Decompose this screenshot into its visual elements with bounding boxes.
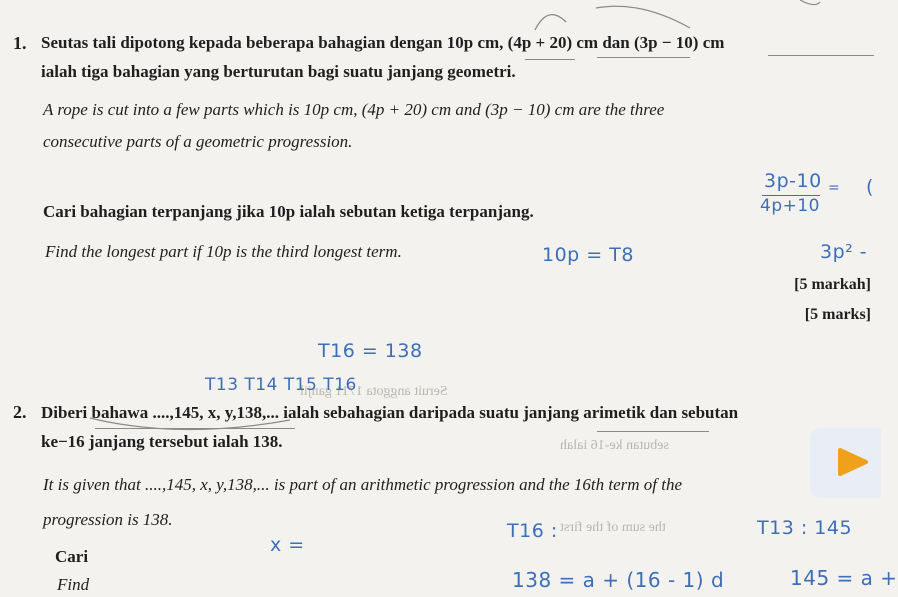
hand-term-seq: T13 T14 T15 T16 — [205, 375, 357, 395]
question-2-number: 2. — [13, 402, 27, 422]
q2-english-line-2: progression is 138. — [43, 510, 173, 529]
q1-malay-task: Cari bahagian terpanjang jika 10p ialah sebutan ketiga terpanjang. — [43, 202, 534, 221]
q1-malay-line-2: ialah tiga bahagian yang berturutan bagi suatu janjang geometri. — [41, 62, 516, 81]
hand-t13-eq: T13 : 145 — [757, 517, 853, 539]
play-button[interactable] — [810, 428, 881, 498]
hand-eq-145: 145 = a + — [790, 566, 898, 590]
play-icon — [810, 428, 881, 498]
hand-t16-colon: T16 : — [507, 520, 558, 542]
q2-malay-line-1: Diberi bahawa ....,145, x, y,138,... ialah sebahagian daripada suatu janjang arimetik dan sebutan — [41, 403, 739, 422]
hand-three-p-sq: 3p² - — [820, 241, 868, 263]
hand-ratio-right: ( — [866, 176, 874, 198]
q1-malay-line-1: Seutas tali dipotong kepada beberapa bahagian dengan 10p cm, (4p + 20) cm dan (3p − 10) cm — [41, 33, 725, 52]
hand-ten-p-eq: 10p = T8 — [542, 244, 634, 266]
q1-english-line-2: consecutive parts of a geometric progression. — [43, 132, 353, 151]
q1-english-line-1: A rope is cut into a few parts which is 10p cm, (4p + 20) cm and (3p − 10) cm are the three — [43, 100, 665, 119]
q2-english-line-1: It is given that ....,145, x, y,138,... is part of an arithmetic progression and the 16th term of the — [43, 475, 683, 494]
hand-ratio-equals: = — [828, 180, 841, 196]
hand-t16-eq: T16 = 138 — [318, 340, 423, 362]
show-through-text: sebutan ke-16 ialah — [560, 438, 669, 453]
q2-malay-find: Cari — [55, 547, 89, 566]
q2-malay-line-2: ke−16 janjang tersebut ialah 138. — [41, 432, 283, 451]
hand-ratio-top: 3p-10 — [764, 170, 822, 192]
show-through-text: Seruit anggota 1711 ganjil — [300, 384, 448, 399]
show-through-text: the sum of the first — [560, 520, 666, 535]
q1-english-task: Find the longest part if 10p is the third longest term. — [45, 242, 402, 261]
hand-x-eq: x = — [270, 534, 305, 556]
hand-ratio-bottom: 4p+10 — [760, 196, 820, 216]
hand-eq-138: 138 = a + (16 - 1) d — [512, 568, 725, 592]
q1-marks-english: [5 marks] — [804, 306, 871, 323]
q1-marks-malay: [5 markah] — [794, 276, 871, 293]
q2-english-find: Find — [57, 575, 90, 594]
question-1-number: 1. — [13, 33, 27, 53]
